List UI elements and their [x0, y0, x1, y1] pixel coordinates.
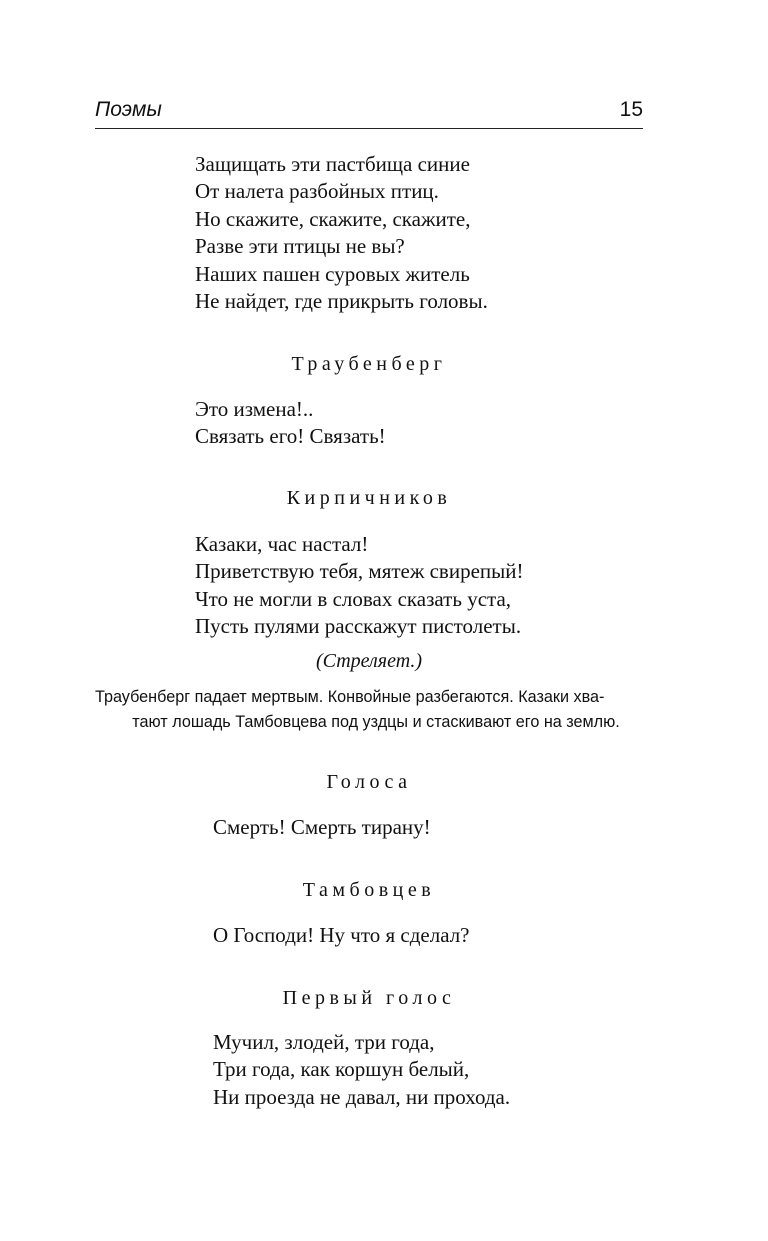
page-number: 15 [619, 98, 643, 121]
verse-line: Защищать эти пастбища синие [195, 152, 470, 176]
verse-line: Ни проезда не давал, ни прохода. [213, 1084, 511, 1109]
stage-direction: (Стреляет.) [315, 650, 423, 672]
speaker-name-kirpichnikov: Кирпичников [286, 487, 452, 509]
stanza-1 [195, 151, 488, 315]
stanza-4 [213, 814, 431, 841]
speaker-name-traubenberg: Траубенберг [291, 353, 447, 375]
prose-paragraph [95, 685, 657, 734]
prose-line: Траубенберг падает мертвым. Конвойные разбегаются. Казаки хва- [95, 688, 605, 706]
verse-line: Казаки, час настал! [195, 532, 369, 556]
running-title: Поэмы [95, 98, 162, 121]
verse-line: Три года, как коршун белый, [213, 1057, 470, 1082]
speaker-name-voices: Голоса [326, 771, 412, 793]
verse-line: Это измена!.. [195, 397, 314, 421]
speaker-name-first-voice: Первый голос [282, 987, 456, 1009]
prose-line: тают лошадь Тамбовцева под уздцы и стаскивают его на землю. [132, 712, 620, 731]
verse-line: Приветствую тебя, мятеж свирепый! [195, 559, 524, 584]
verse-line: Смерть! Смерть тирану! [213, 815, 431, 839]
stanza-6 [213, 1029, 510, 1111]
verse-line: Наших пашен суровых житель [195, 261, 470, 286]
stanza-5 [213, 922, 470, 949]
running-header [95, 96, 643, 129]
verse-line: Разве эти птицы не вы? [195, 234, 405, 259]
verse-line: Пусть пулями расскажут пистолеты. [195, 614, 522, 639]
verse-line: Но скажите, скажите, скажите, [195, 206, 471, 231]
verse-line: О Господи! Ну что я сделал? [213, 923, 470, 947]
verse-line: Мучил, злодей, три года, [213, 1030, 435, 1054]
speaker-name-tambovtsev: Тамбовцев [302, 879, 436, 901]
stanza-3 [195, 531, 523, 641]
verse-line: Не найдет, где прикрыть головы. [195, 288, 488, 313]
verse-line: Связать его! Связать! [195, 424, 386, 449]
stanza-2 [195, 396, 386, 451]
verse-line: Что не могли в словах сказать уста, [195, 586, 512, 611]
verse-line: От налета разбойных птиц. [195, 179, 439, 204]
